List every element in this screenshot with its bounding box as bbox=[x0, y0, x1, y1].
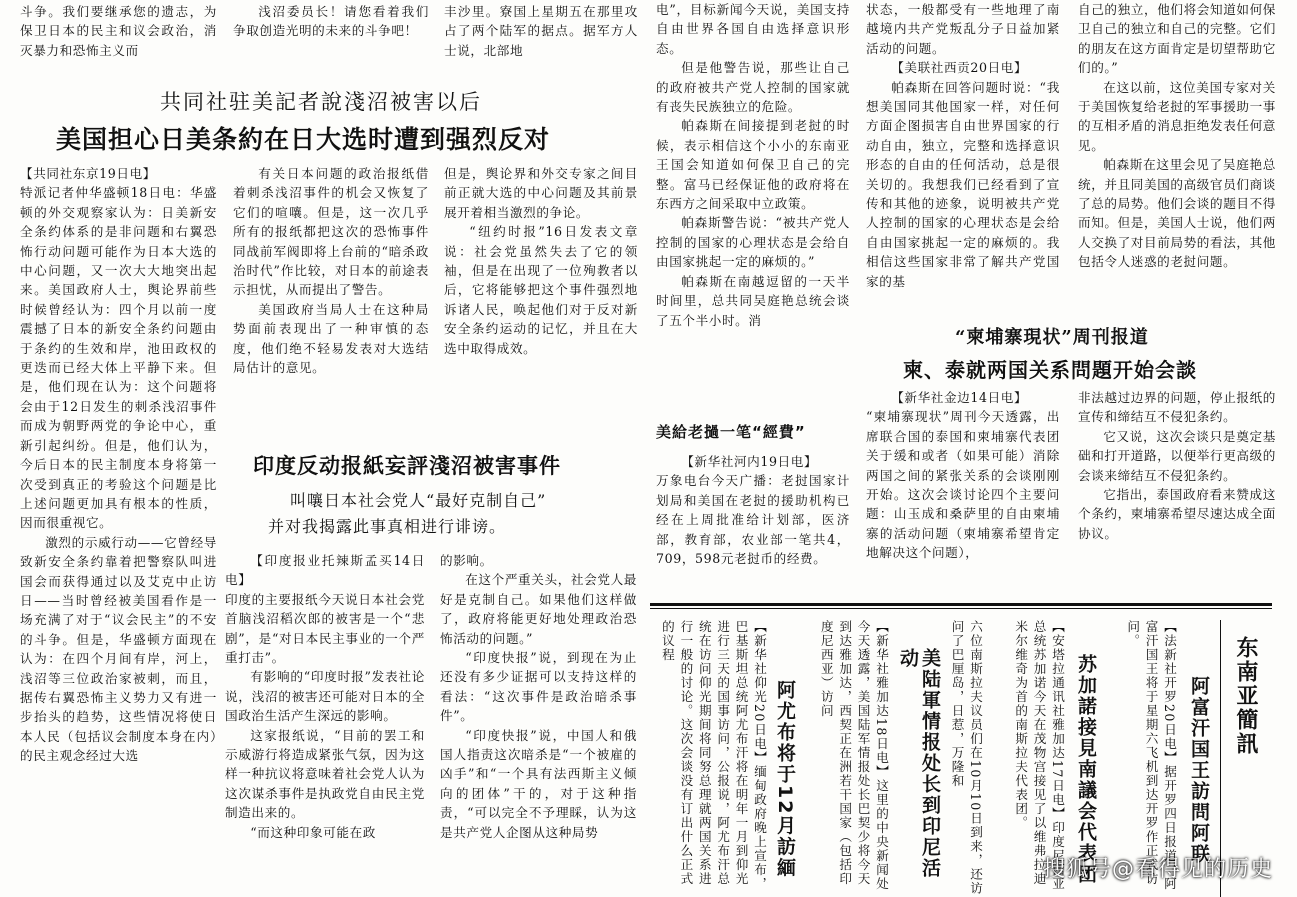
section-rule bbox=[650, 603, 1272, 606]
india-col-1-p4: “而这种印象可能在政 bbox=[250, 824, 376, 840]
asanuma-col-1 bbox=[20, 164, 217, 894]
cambodia-col-1-text: “柬埔寨现状”周刊今天透露，出席联合国的泰国和柬埔寨代表团关于缓和或者（如果可能）消除两国之间的紧张关系的会谈刚刚开始。这次会谈讨论四个主要问题：山玉成和桑萨里的自由柬埔寨的活动问题（柬埔寨希望肯定地解决这个问题）， bbox=[866, 409, 1060, 561]
parsons-col-2-p1: 状态，一般都受有一些地理了南越境内共产党叛乱分子日益加紧活动的问题。 bbox=[866, 2, 1060, 56]
laos-headline: 美給老撾一笔“經費” bbox=[656, 423, 806, 441]
ayub-body: 【新华社仰光20日电】缅甸政府晚上宣布，巴基斯坦总统阿尤布汗将在明年一月到仰光进行三天的国事访问，公报说，阿尤布汗总统在访问仰光期间将同努总理就两国关系进行一般的讨论。这次会谈没有订出什么正式的议程 bbox=[659, 620, 767, 891]
parsons-col-2 bbox=[866, 0, 1060, 316]
parsons-col-1 bbox=[656, 0, 850, 398]
asanuma-col-2 bbox=[233, 164, 429, 430]
cambodia-col-2-p1: 非法越过边界的问题，停止报纸的宣传和缔结互不侵犯条约。 bbox=[1078, 390, 1276, 425]
india-subhead-2: 并对我揭露此事真相进行诽谤。 bbox=[268, 517, 507, 536]
asanuma-col-1-p1: 特派记者仲华盛顿18日电：华盛顿的外交观察家认为：日美新安全条约体系的是非问题和右翼恐怖行动问题可能作为日本大选的中心问题，又一次大大地突出起来。美国政府人士，舆论界前些时候曾经认为：四个月以前一度震撼了日本的新安全条约问题由于条约的生效和岸，池田政权的更迭而已经大体上平静下来。但是，他们现在认为：这个问题将会由于12日发生的刺杀浅沼事件而成为朝野两党的争论中心，重新引起纠纷。但是，他们认为，今后日本的民主制度本身将第一次受到真正的考验这个问题是比上述问题更加具有根本的性质，因而很重视它。 bbox=[20, 185, 217, 531]
asanuma-col-3-p1: 但是，舆论界和外交专家之间目前正就大选的中心问题及其前景展开着相当激烈的争论。 bbox=[444, 166, 638, 220]
sukarno-body: 【安塔拉通讯社雅加达17日电】印度尼西亚总统苏加诺今天在茂物宫接见了以维弗拉迪米尔维奇为首的南斯拉夫代表团。 bbox=[1013, 620, 1065, 891]
india-col-1-p2: 有影响的“印度时报”发表社论说，浅沼的被害还可能对日本的全国政治生活产生深远的影响。 bbox=[225, 669, 425, 724]
asanuma-col-2-p2: 美国政府当局人士在这种局势面前表现出了一种审慎的态度，他们绝不轻易发表对大选结局估计的意见。 bbox=[233, 301, 429, 376]
asanuma-dateline: 【共同社东京19日电】 bbox=[20, 166, 156, 181]
parsons-col-1-p5: 帕森斯在南越逗留的一天半时间里，总共同吴庭艳总统会谈了五个半小时。消 bbox=[656, 273, 850, 328]
india-col-2-p3: “印度快报”说，到现在为止还没有多少证据可以支持这样的看法：“这次事件是政治暗杀事件”。 bbox=[440, 650, 637, 724]
india-subhead-1: 叫嚷日本社会党人“最好克制自己” bbox=[290, 491, 547, 510]
cambodia-col-2-p2: 它又说，这次会谈只是奠定基础和打开道路，以便举行更高级的会谈来缔结互不侵犯条约。 bbox=[1078, 428, 1276, 483]
laos-text: 万象电台今天广播：老挝国家计划局和美国在老挝的援助机构已经在上周批准给计划部，医济部，教育部，农业部一笔共4，709，598元老挝币的经费。 bbox=[656, 473, 850, 567]
parsons-col-3 bbox=[1078, 0, 1276, 316]
us-army-intel-body: 【新华社雅加达18日电】这里的中央新闻处今天透露，美国陆军情报处长巴契少将今天到达雅加达，西契正在洲若干国家（包括印度尼西亚）访问 bbox=[818, 620, 889, 891]
parsons-dateline: 【美联社西贡20日电】 bbox=[891, 60, 1028, 76]
top-col-2-text: 浅沼委员长！请您看着我们争取创造光明的未来的斗争吧！ bbox=[233, 4, 429, 39]
asanuma-headline: 美国担心日美条約在日大选时遭到强烈反对 bbox=[56, 125, 551, 154]
parsons-col-1-p3: 帕森斯在间接提到老挝的时候，表示相信这个小小的东南亚王国会知道如何保卫自己的完整。富马已经保证他的政府将在东西方之间采取中立政策。 bbox=[656, 118, 850, 212]
top-col-3 bbox=[444, 2, 638, 60]
india-col-2 bbox=[440, 551, 637, 894]
laos-dateline: 【新华社河内19日电】 bbox=[681, 454, 818, 469]
india-col-1-p3: 这家报纸说，“目前的罢工和示威游行将造成紧张气氛，因为这样一种抗议将意味着社会党人认为这次谋杀事件是执政党自由民主党制造出来的。 bbox=[225, 727, 425, 821]
parsons-col-1-p2: 但是他警告说，那些让自己的政府被共产党人控制的国家就有丧失民族独立的危险。 bbox=[656, 60, 850, 115]
parsons-col-1-p4: 帕森斯警告说：“被共产党人控制的国家的心理状态是会给自由国家挑起一定的麻烦的。” bbox=[656, 215, 850, 270]
top-col-1-text: 斗争。我们要继承您的遗志，为保卫日本的民主和议会政治，消灭暴力和恐怖主义而 bbox=[20, 4, 217, 58]
top-col-1 bbox=[20, 2, 217, 60]
cambodia-headline: 柬、泰就两国关系問題开始会談 bbox=[903, 358, 1197, 382]
parsons-col-3-p1: 自己的独立，他们将会知道如何保卫自己的独立和自己的完整。它们的朋友在这方面肯定是切望帮助它们的。” bbox=[1078, 2, 1276, 76]
sukarno-body-2: 六位南斯拉夫议员们在10月10日到来，还访问了巴厘岛，日惹，万隆和 bbox=[949, 620, 983, 896]
laos-body bbox=[656, 452, 850, 594]
afghan-king-headline: 阿富汗国王訪問阿联 bbox=[1188, 676, 1210, 865]
india-col-1-p1: 印度的主要报纸今天说日本社会党首脑浅沼稻次郎的被害是一个“悲剧”，是“对日本民主事业的一个严重打击”。 bbox=[225, 591, 425, 666]
parsons-col-2-p2: 帕森斯在回答问题时说：“我想美国同其他国家一样，对任何方面企图损害自由世界国家的行动自由，独立，完整和选择意识形态的自由的任何活动，总是很关切的。我想我们已经看到了宣传和其他的迹象，说明被共产党人控制的国家的心理状态是会给自由国家挑起一定的麻烦的。我相信这些国家非常了解共产党国家的基 bbox=[866, 79, 1060, 289]
asanuma-col-1-p2: 激烈的示威行动——它曾经导致新安全条约靠着把警察队叫进国会而获得通过以及艾克中止访日——当时曾经被美国看作是一场充满了对于“议会民主”的不安的斗争。但是，华盛顿方面现在认为：在四个月间有岸，河上，浅沼等三位政治家被刺，而且，据传右翼恐怖主义势力又有进一步抬头的趋势，这些情况将使日本人民（包括议会制度本身在内）的民主观念经过大选 bbox=[20, 534, 217, 764]
parsons-col-3-p3: 帕森斯在这里会见了吴庭艳总统，并且同美国的高级官员们商谈了总的局势。他们会谈的题目不得而知。但是，美国人士说，他们两人交换了对目前局势的看法，其他包括令人迷惑的老挝问题。 bbox=[1078, 157, 1276, 270]
india-headline: 印度反动报紙妄評淺沼被害事件 bbox=[253, 454, 561, 478]
asanuma-kicker: 共同社驻美記者說淺沼被害以后 bbox=[160, 90, 482, 114]
india-dateline: 【印度报业托辣斯孟买14日电】 bbox=[225, 553, 425, 588]
ayub-headline: 阿尤布将于12月訪緬 bbox=[774, 680, 796, 879]
cambodia-headline-small: “柬埔寨現状”周刊报道 bbox=[955, 327, 1149, 348]
section-rule-thin bbox=[650, 608, 1272, 609]
us-army-intel-headline: 美陆軍情报处长到印尼活动 bbox=[897, 648, 941, 879]
watermark: 搜狐号@看得见的历史 bbox=[1042, 857, 1273, 882]
parsons-col-1-p1: 电”，目标新闻今天说，美国支持自由世界各国自由选择意识形态。 bbox=[656, 2, 850, 56]
cambodia-col-2 bbox=[1078, 388, 1276, 594]
india-col-2-p2: 在这个严重关头，社会党人最好是克制自己。如果他们这样做了，政府将能更好地处理政治恐怖活动的问题。” bbox=[440, 572, 637, 646]
india-col-2-p1: 的影响。 bbox=[440, 553, 493, 568]
afghan-king-body: 【法新社开罗20日电】据开罗四日报道，阿富汗国王将于星期六飞机到达开罗作正式访问。 bbox=[1125, 620, 1177, 891]
cambodia-col-1 bbox=[866, 388, 1060, 594]
asanuma-col-2-p1: 有关日本问题的政治报纸借着刺杀浅沼事件的机会又恢复了它们的喧嚷。但是，这一次几乎所有的报纸都把这次的恐怖事件同战前军阀即将上台前的“暗杀政治时代”作比较，对日本的前途表示担忧，从而提出了警告。 bbox=[233, 166, 429, 298]
top-col-2 bbox=[233, 2, 429, 60]
asanuma-col-3-p2: “纽约时报”16日发表文章说：社会党虽然失去了它的领袖，但是在出现了一位殉教者以后，它将能够把这个事件强烈地诉诸人民，唤起他们对于反对新安全条约运动的记忆，并且在大选中取得成效。 bbox=[444, 224, 638, 356]
top-col-3-text: 丰沙里。寮国上星期五在那里攻占了两个陆军的据点。据军方人士说，北部地 bbox=[444, 4, 638, 58]
cambodia-dateline: 【新华社金边14日电】 bbox=[891, 390, 1028, 405]
india-col-1 bbox=[225, 551, 425, 894]
india-col-2-p4: “印度快报”说，中国人和俄国人指责这次暗杀是“一个被雇的凶手”和“一个具有法西斯主义倾向的团体”干的，对于这种指责，“可以完全不予理睬，认为这是共产党人企图从这种局势 bbox=[440, 727, 637, 840]
asanuma-col-3 bbox=[444, 164, 638, 430]
parsons-col-3-p2: 在这以前，这位美国专家对关于美国恢复给老挝的军事援助一事的互相矛盾的消息拒绝发表任何意见。 bbox=[1078, 79, 1276, 153]
sukarno-headline: 苏加諾接見南議会代表团 bbox=[1075, 654, 1097, 885]
cambodia-col-2-p3: 它指出，泰国政府看来赞成这个条约，柬埔寨希望尽速达成全面协议。 bbox=[1078, 487, 1276, 541]
southeast-asia-title: 东南亚簡訊 bbox=[1233, 636, 1258, 756]
